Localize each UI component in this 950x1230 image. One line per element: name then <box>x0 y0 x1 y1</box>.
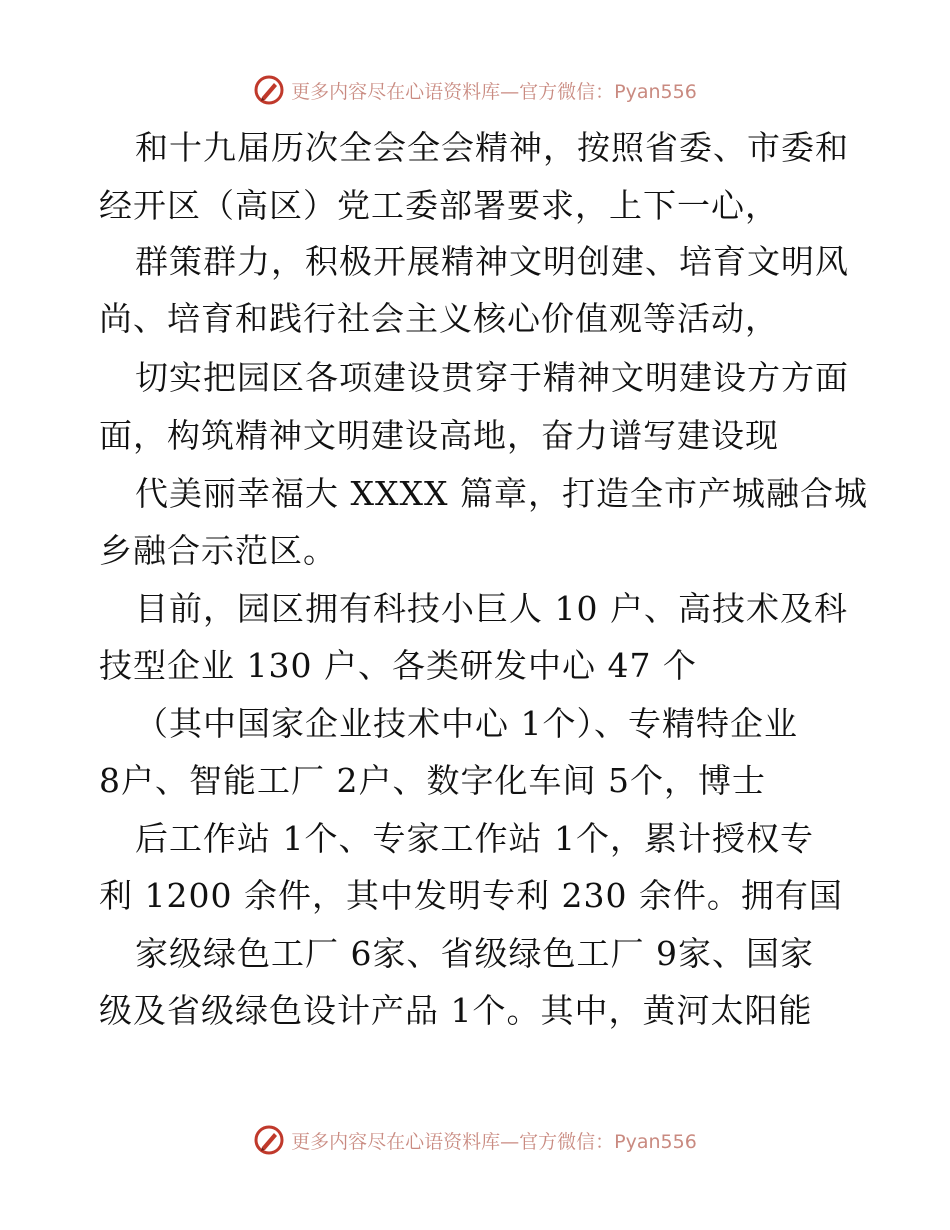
text-line: 技型企业 130 户、各类研发中心 47 个 <box>99 646 697 685</box>
text-line: 目前，园区拥有科技小巨人 10 户、高技术及科 <box>135 589 848 628</box>
text-line: 代美丽幸福大 XXXX 篇章，打造全市产城融合城 <box>135 474 868 513</box>
text-line: 经开区（高区）党工委部署要求，上下一心， <box>99 186 779 225</box>
text-line: 和十九届历次全会全会精神，按照省委、市委和 <box>135 128 849 167</box>
text-line: 利 1200 余件，其中发明专利 230 余件。拥有国 <box>99 876 843 915</box>
watermark-wechat-id: Pyan556 <box>614 1130 697 1153</box>
text-line: 面，构筑精神文明建设高地，奋力谱写建设现 <box>99 416 779 455</box>
watermark-label: 更多内容尽在心语资料库—官方微信： <box>291 80 615 103</box>
text-line: 后工作站 1个、专家工作站 1个，累计授权专 <box>135 819 814 858</box>
pen-logo-icon <box>253 74 285 106</box>
text-line: 尚、培育和践行社会主义核心价值观等活动， <box>99 299 779 338</box>
text-line: （其中国家企业技术中心 1个）、专精特企业 <box>135 704 798 743</box>
text-line: 8户、智能工厂 2户、数字化车间 5个，博士 <box>99 761 766 800</box>
text-line: 家级绿色工厂 6家、省级绿色工厂 9家、国家 <box>135 934 814 973</box>
pen-logo-icon <box>253 1124 285 1156</box>
watermark-text <box>291 77 697 104</box>
text-line: 切实把园区各项建设贯穿于精神文明建设方方面 <box>135 358 849 397</box>
text-line: 级及省级绿色设计产品 1个。其中，黄河太阳能 <box>99 991 813 1030</box>
watermark-label: 更多内容尽在心语资料库—官方微信： <box>291 1130 615 1153</box>
text-line: 群策群力，积极开展精神文明创建、培育文明风 <box>135 242 849 281</box>
watermark-wechat-id: Pyan556 <box>614 80 697 103</box>
header-watermark <box>0 70 950 110</box>
text-line: 乡融合示范区。 <box>99 531 337 570</box>
watermark-text <box>291 1127 697 1154</box>
footer-watermark <box>0 1120 950 1160</box>
